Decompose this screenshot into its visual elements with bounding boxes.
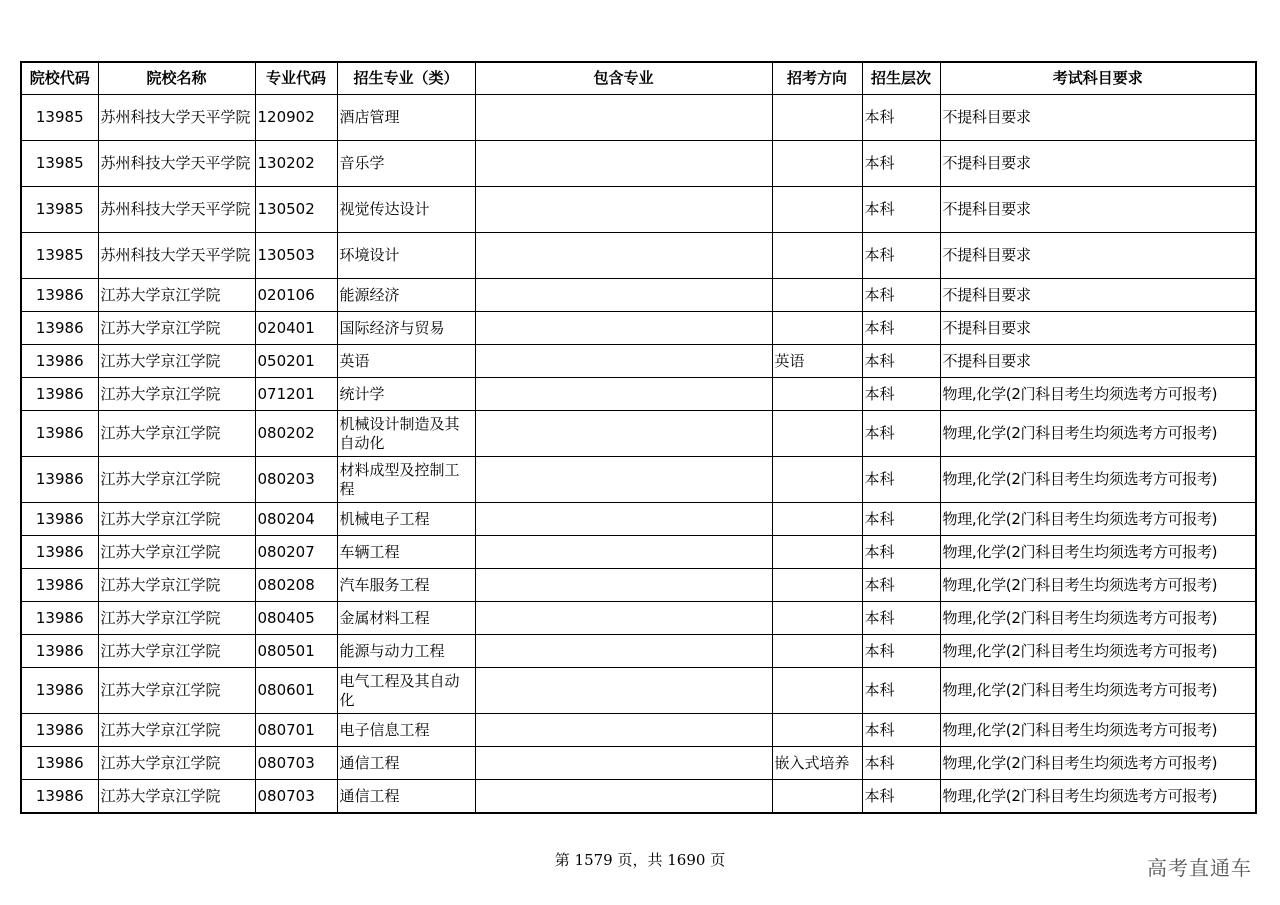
requirement-cell: 不提科目要求 bbox=[940, 279, 1256, 312]
header-major-code: 专业代码 bbox=[255, 62, 337, 95]
watermark-logo-text: 高考直通车 bbox=[1147, 856, 1252, 880]
direction-cell bbox=[772, 95, 862, 141]
direction-cell bbox=[772, 780, 862, 814]
level-cell: 本科 bbox=[862, 714, 940, 747]
direction-cell bbox=[772, 536, 862, 569]
major-code-cell: 080204 bbox=[255, 503, 337, 536]
table-row bbox=[21, 187, 1256, 233]
major-cell: 材料成型及控制工程 bbox=[337, 457, 475, 503]
school-name-cell: 江苏大学京江学院 bbox=[98, 345, 255, 378]
major-cell: 国际经济与贸易 bbox=[337, 312, 475, 345]
major-code-cell: 080405 bbox=[255, 602, 337, 635]
level-cell: 本科 bbox=[862, 668, 940, 714]
school-code-cell: 13985 bbox=[21, 95, 98, 141]
header-school-code: 院校代码 bbox=[21, 62, 98, 95]
school-code-cell: 13986 bbox=[21, 635, 98, 668]
table-row bbox=[21, 457, 1256, 503]
includes-cell bbox=[475, 602, 772, 635]
major-cell: 统计学 bbox=[337, 378, 475, 411]
admissions-table bbox=[20, 61, 1257, 814]
includes-cell bbox=[475, 378, 772, 411]
major-code-cell: 080601 bbox=[255, 668, 337, 714]
includes-cell bbox=[475, 747, 772, 780]
school-name-cell: 江苏大学京江学院 bbox=[98, 780, 255, 814]
school-name-cell: 江苏大学京江学院 bbox=[98, 411, 255, 457]
table-row bbox=[21, 312, 1256, 345]
requirement-cell: 不提科目要求 bbox=[940, 141, 1256, 187]
school-code-cell: 13986 bbox=[21, 411, 98, 457]
level-cell: 本科 bbox=[862, 345, 940, 378]
school-name-cell: 苏州科技大学天平学院 bbox=[98, 233, 255, 279]
major-cell: 通信工程 bbox=[337, 780, 475, 814]
major-cell: 电气工程及其自动化 bbox=[337, 668, 475, 714]
major-cell: 通信工程 bbox=[337, 747, 475, 780]
direction-cell bbox=[772, 668, 862, 714]
direction-cell bbox=[772, 411, 862, 457]
header-level: 招生层次 bbox=[862, 62, 940, 95]
major-cell: 能源与动力工程 bbox=[337, 635, 475, 668]
requirement-cell: 不提科目要求 bbox=[940, 95, 1256, 141]
table-row bbox=[21, 780, 1256, 814]
level-cell: 本科 bbox=[862, 569, 940, 602]
header-includes: 包含专业 bbox=[475, 62, 772, 95]
requirement-cell: 不提科目要求 bbox=[940, 345, 1256, 378]
school-code-cell: 13986 bbox=[21, 602, 98, 635]
level-cell: 本科 bbox=[862, 411, 940, 457]
major-code-cell: 050201 bbox=[255, 345, 337, 378]
major-code-cell: 080501 bbox=[255, 635, 337, 668]
major-code-cell: 130503 bbox=[255, 233, 337, 279]
table-body bbox=[21, 95, 1256, 814]
requirement-cell: 物理,化学(2门科目考生均须选考方可报考) bbox=[940, 668, 1256, 714]
level-cell: 本科 bbox=[862, 141, 940, 187]
school-code-cell: 13986 bbox=[21, 714, 98, 747]
direction-cell bbox=[772, 141, 862, 187]
major-code-cell: 080703 bbox=[255, 780, 337, 814]
table-row bbox=[21, 345, 1256, 378]
level-cell: 本科 bbox=[862, 187, 940, 233]
school-code-cell: 13986 bbox=[21, 457, 98, 503]
includes-cell bbox=[475, 279, 772, 312]
major-cell: 视觉传达设计 bbox=[337, 187, 475, 233]
major-code-cell: 120902 bbox=[255, 95, 337, 141]
direction-cell bbox=[772, 602, 862, 635]
school-code-cell: 13985 bbox=[21, 233, 98, 279]
table-row bbox=[21, 602, 1256, 635]
table-row bbox=[21, 378, 1256, 411]
requirement-cell: 不提科目要求 bbox=[940, 187, 1256, 233]
requirement-cell: 物理,化学(2门科目考生均须选考方可报考) bbox=[940, 378, 1256, 411]
major-cell: 机械电子工程 bbox=[337, 503, 475, 536]
school-name-cell: 江苏大学京江学院 bbox=[98, 503, 255, 536]
level-cell: 本科 bbox=[862, 747, 940, 780]
major-code-cell: 080207 bbox=[255, 536, 337, 569]
table-row bbox=[21, 233, 1256, 279]
includes-cell bbox=[475, 503, 772, 536]
major-cell: 车辆工程 bbox=[337, 536, 475, 569]
requirement-cell: 物理,化学(2门科目考生均须选考方可报考) bbox=[940, 569, 1256, 602]
includes-cell bbox=[475, 457, 772, 503]
includes-cell bbox=[475, 714, 772, 747]
direction-cell bbox=[772, 312, 862, 345]
header-school-name: 院校名称 bbox=[98, 62, 255, 95]
level-cell: 本科 bbox=[862, 279, 940, 312]
direction-cell bbox=[772, 503, 862, 536]
direction-cell bbox=[772, 187, 862, 233]
includes-cell bbox=[475, 780, 772, 814]
major-code-cell: 080202 bbox=[255, 411, 337, 457]
header-major: 招生专业（类） bbox=[337, 62, 475, 95]
includes-cell bbox=[475, 312, 772, 345]
table-row bbox=[21, 503, 1256, 536]
school-name-cell: 江苏大学京江学院 bbox=[98, 279, 255, 312]
school-name-cell: 江苏大学京江学院 bbox=[98, 668, 255, 714]
major-code-cell: 020106 bbox=[255, 279, 337, 312]
direction-cell: 嵌入式培养 bbox=[772, 747, 862, 780]
table-row bbox=[21, 668, 1256, 714]
table-row bbox=[21, 279, 1256, 312]
level-cell: 本科 bbox=[862, 503, 940, 536]
table-row bbox=[21, 95, 1256, 141]
direction-cell bbox=[772, 233, 862, 279]
school-name-cell: 江苏大学京江学院 bbox=[98, 714, 255, 747]
school-name-cell: 苏州科技大学天平学院 bbox=[98, 95, 255, 141]
school-name-cell: 江苏大学京江学院 bbox=[98, 378, 255, 411]
major-cell: 金属材料工程 bbox=[337, 602, 475, 635]
table-row bbox=[21, 714, 1256, 747]
requirement-cell: 物理,化学(2门科目考生均须选考方可报考) bbox=[940, 457, 1256, 503]
table-row bbox=[21, 141, 1256, 187]
major-cell: 英语 bbox=[337, 345, 475, 378]
requirement-cell: 物理,化学(2门科目考生均须选考方可报考) bbox=[940, 503, 1256, 536]
requirement-cell: 物理,化学(2门科目考生均须选考方可报考) bbox=[940, 635, 1256, 668]
school-name-cell: 江苏大学京江学院 bbox=[98, 536, 255, 569]
major-cell: 酒店管理 bbox=[337, 95, 475, 141]
page-number: 第 1579 页，共 1690 页 bbox=[554, 851, 726, 869]
includes-cell bbox=[475, 536, 772, 569]
major-code-cell: 080203 bbox=[255, 457, 337, 503]
direction-cell bbox=[772, 569, 862, 602]
major-cell: 环境设计 bbox=[337, 233, 475, 279]
includes-cell bbox=[475, 345, 772, 378]
school-name-cell: 苏州科技大学天平学院 bbox=[98, 187, 255, 233]
header-requirement: 考试科目要求 bbox=[940, 62, 1256, 95]
direction-cell bbox=[772, 635, 862, 668]
school-code-cell: 13986 bbox=[21, 780, 98, 814]
requirement-cell: 物理,化学(2门科目考生均须选考方可报考) bbox=[940, 714, 1256, 747]
school-code-cell: 13986 bbox=[21, 747, 98, 780]
table-header-row bbox=[21, 62, 1256, 95]
includes-cell bbox=[475, 233, 772, 279]
direction-cell bbox=[772, 378, 862, 411]
level-cell: 本科 bbox=[862, 635, 940, 668]
requirement-cell: 物理,化学(2门科目考生均须选考方可报考) bbox=[940, 780, 1256, 814]
school-name-cell: 江苏大学京江学院 bbox=[98, 312, 255, 345]
requirement-cell: 物理,化学(2门科目考生均须选考方可报考) bbox=[940, 602, 1256, 635]
table-row bbox=[21, 747, 1256, 780]
direction-cell bbox=[772, 714, 862, 747]
table-row bbox=[21, 635, 1256, 668]
school-name-cell: 江苏大学京江学院 bbox=[98, 569, 255, 602]
includes-cell bbox=[475, 187, 772, 233]
major-code-cell: 130202 bbox=[255, 141, 337, 187]
requirement-cell: 物理,化学(2门科目考生均须选考方可报考) bbox=[940, 747, 1256, 780]
school-code-cell: 13986 bbox=[21, 279, 98, 312]
major-code-cell: 020401 bbox=[255, 312, 337, 345]
includes-cell bbox=[475, 95, 772, 141]
school-name-cell: 江苏大学京江学院 bbox=[98, 747, 255, 780]
major-cell: 能源经济 bbox=[337, 279, 475, 312]
level-cell: 本科 bbox=[862, 536, 940, 569]
level-cell: 本科 bbox=[862, 780, 940, 814]
table-row bbox=[21, 569, 1256, 602]
includes-cell bbox=[475, 411, 772, 457]
major-cell: 机械设计制造及其自动化 bbox=[337, 411, 475, 457]
major-cell: 音乐学 bbox=[337, 141, 475, 187]
includes-cell bbox=[475, 569, 772, 602]
major-code-cell: 080703 bbox=[255, 747, 337, 780]
direction-cell: 英语 bbox=[772, 345, 862, 378]
level-cell: 本科 bbox=[862, 95, 940, 141]
major-cell: 汽车服务工程 bbox=[337, 569, 475, 602]
school-code-cell: 13986 bbox=[21, 378, 98, 411]
school-code-cell: 13985 bbox=[21, 187, 98, 233]
requirement-cell: 物理,化学(2门科目考生均须选考方可报考) bbox=[940, 411, 1256, 457]
level-cell: 本科 bbox=[862, 602, 940, 635]
includes-cell bbox=[475, 141, 772, 187]
school-name-cell: 江苏大学京江学院 bbox=[98, 635, 255, 668]
school-code-cell: 13986 bbox=[21, 312, 98, 345]
requirement-cell: 不提科目要求 bbox=[940, 233, 1256, 279]
level-cell: 本科 bbox=[862, 312, 940, 345]
major-cell: 电子信息工程 bbox=[337, 714, 475, 747]
school-code-cell: 13986 bbox=[21, 536, 98, 569]
school-code-cell: 13986 bbox=[21, 345, 98, 378]
school-code-cell: 13986 bbox=[21, 503, 98, 536]
major-code-cell: 130502 bbox=[255, 187, 337, 233]
major-code-cell: 080701 bbox=[255, 714, 337, 747]
direction-cell bbox=[772, 457, 862, 503]
major-code-cell: 071201 bbox=[255, 378, 337, 411]
includes-cell bbox=[475, 668, 772, 714]
level-cell: 本科 bbox=[862, 457, 940, 503]
major-code-cell: 080208 bbox=[255, 569, 337, 602]
direction-cell bbox=[772, 279, 862, 312]
level-cell: 本科 bbox=[862, 378, 940, 411]
school-code-cell: 13985 bbox=[21, 141, 98, 187]
table-row bbox=[21, 411, 1256, 457]
school-code-cell: 13986 bbox=[21, 569, 98, 602]
requirement-cell: 物理,化学(2门科目考生均须选考方可报考) bbox=[940, 536, 1256, 569]
school-name-cell: 苏州科技大学天平学院 bbox=[98, 141, 255, 187]
school-name-cell: 江苏大学京江学院 bbox=[98, 602, 255, 635]
header-direction: 招考方向 bbox=[772, 62, 862, 95]
includes-cell bbox=[475, 635, 772, 668]
requirement-cell: 不提科目要求 bbox=[940, 312, 1256, 345]
level-cell: 本科 bbox=[862, 233, 940, 279]
table-row bbox=[21, 536, 1256, 569]
school-name-cell: 江苏大学京江学院 bbox=[98, 457, 255, 503]
school-code-cell: 13986 bbox=[21, 668, 98, 714]
